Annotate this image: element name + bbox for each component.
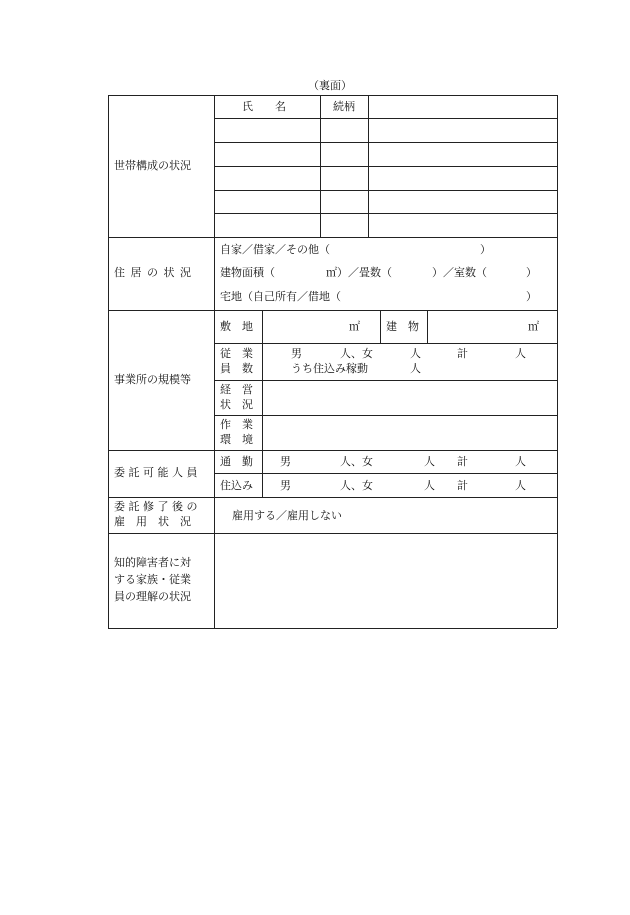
employees-total-unit: 人 [515,347,526,360]
livein-total-unit: 人 [515,479,526,492]
residence-label: 住 居 の 状 況 [114,266,192,279]
work-env-label-1: 作 業 [220,418,253,431]
employees-total: 計 [457,347,468,360]
employees-female: 人、女 [340,347,373,360]
understanding-label-2: する家族・従業 [114,573,191,586]
understanding-label-3: 員の理解の状況 [114,590,191,603]
rooms-label: ）／室数（ [432,266,487,279]
employees-female-unit: 人 [410,347,421,360]
commute-total: 計 [457,455,468,468]
management-label-2: 状 況 [220,398,253,411]
commute-male: 男 [280,455,291,468]
land-label: 敷 地 [220,320,253,333]
land-ownership-close: ） [526,290,537,303]
scale-label: 事業所の規模等 [114,373,191,386]
building-label: 建 物 [386,320,419,333]
commute-total-unit: 人 [515,455,526,468]
livein-label: 住込み [220,479,253,492]
work-env-label-2: 環 境 [220,433,253,446]
employees-label-1: 従 業 [220,347,253,360]
commute-label: 通 勤 [220,455,253,468]
capacity-label: 委 託 可 能 人 員 [114,466,198,479]
employment-label-1: 委 託 修 了 後 の [114,500,198,513]
residence-type: 自家／借家／その他（ [220,243,330,256]
management-label-1: 経 営 [220,383,253,396]
livein-female-unit: 人 [424,479,435,492]
household-label: 世帯構成の状況 [114,159,191,172]
employment-label-2: 雇 用 状 況 [114,515,191,528]
employees-label-2: 員 数 [220,362,253,375]
name-column-header: 氏 名 [242,100,286,113]
employees-male: 男 [291,347,302,360]
livein-male: 男 [280,479,291,492]
page-header: （裏面） [308,79,352,92]
livein-total: 計 [457,479,468,492]
commute-female-unit: 人 [424,455,435,468]
building-unit: ㎡ [528,320,539,333]
land-unit: ㎡ [349,320,360,333]
land-ownership: 宅地（自己所有／借地（ [220,290,341,303]
livein-workers-unit: 人 [410,362,421,375]
relation-column-header: 続柄 [333,100,355,113]
rooms-close: ） [526,266,537,279]
livein-workers: うち住込み稼動 [291,362,368,375]
understanding-label-1: 知的障害者に対 [114,556,191,569]
employment-choice: 雇用する／雇用しない [232,509,342,522]
building-area-label: 建物面積（ [220,266,275,279]
commute-female: 人、女 [340,455,373,468]
livein-female: 人、女 [340,479,373,492]
residence-type-close: ） [480,243,491,256]
tatami-label: ㎡）／畳数（ [326,266,392,279]
